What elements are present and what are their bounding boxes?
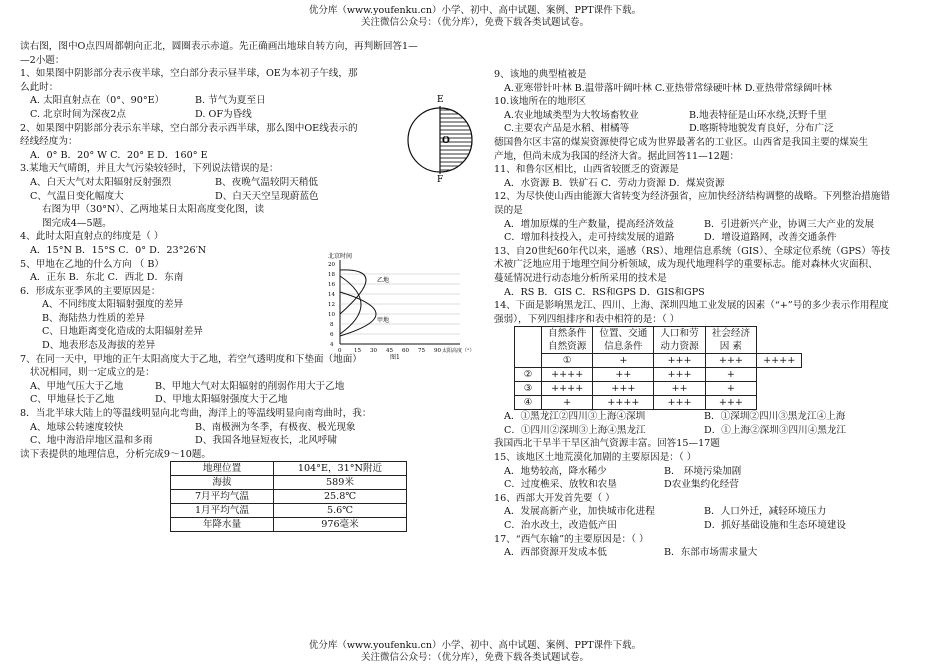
question-7: 7、在同一天中，甲地的正午太阳高度大于乙地，若空气透明度和下垫面（地面）: [20, 353, 362, 365]
options: A．RS B．GIS C．RS和GPS D．GIS和GPS: [504, 286, 705, 298]
cell: 589米: [274, 476, 407, 490]
option: C、日地距离变化造成的太阳辐射差异: [42, 326, 203, 338]
table-row: [515, 396, 802, 410]
sun-height-figure: [322, 248, 475, 361]
option: C．治水改土，改造低产田: [504, 520, 617, 532]
curve-yi: [340, 270, 366, 314]
option: C．增加科技投入，走可持续发展的道路: [504, 232, 675, 244]
cell: ④: [515, 396, 542, 410]
cell: ②: [515, 368, 542, 382]
industry-factors-table: [514, 326, 802, 410]
cell: +++: [654, 354, 705, 368]
option: B、海陆热力性质的差异: [42, 312, 145, 324]
cell: ++: [654, 382, 705, 396]
option: A、白天大气对太阳辐射反射强烈: [30, 176, 172, 188]
footer-line1: 优分库（www.youfenku.cn）小学、初中、高中试题、案例、PPT课件下载。: [308, 640, 642, 651]
header-text: 位置、交通: [599, 328, 648, 340]
option: C. 北京时间为深夜2点: [30, 108, 126, 120]
text: 强弱），下列四组排序和表中相符的是：（ ）: [494, 313, 680, 325]
label-yi: 乙地: [377, 277, 390, 284]
footer-line2: 关注微信公众号：（优分库），免费下载各类试题试卷。: [360, 652, 589, 663]
text: 产地，但尚未成为我国的经济大省。据此回答11—12题：: [494, 150, 740, 162]
header-line2: 关注微信公众号：（优分库），免费下载各类试题试卷。: [360, 17, 589, 28]
x-axis-label: 太阳高度（°）: [442, 348, 475, 354]
header-cell: [593, 327, 654, 354]
question-9: 9、该地的典型植被是: [494, 69, 587, 80]
x-tick: 15: [354, 348, 361, 354]
options: A．正东 B．东北 C．西北 D．东南: [30, 272, 184, 284]
table-row: [515, 354, 802, 368]
header-text: 社会经济: [711, 328, 751, 340]
header-line1: 优分库（www.youfenku.cn）小学、初中、高中试题、案例、PPT课件下载。: [308, 5, 642, 16]
cell: ++++: [593, 396, 654, 410]
option: D、我国各地昼短夜长，北风呼啸: [195, 435, 338, 447]
header-text: 信息条件: [604, 341, 643, 353]
option: C、甲地昼长于乙地: [30, 394, 115, 406]
question-11: 11、和鲁尔区相比，山西省较匮乏的资源是: [494, 164, 679, 176]
option: A、甲地气压大于乙地: [30, 380, 124, 392]
table-row: [171, 462, 407, 476]
option: C．过度樵采、放牧和农垦: [504, 479, 617, 491]
cell: +++: [654, 368, 705, 382]
geo-info-table: [170, 461, 407, 532]
option: A.农业地域类型为大牧场畜牧业: [504, 109, 639, 121]
table-row: [515, 382, 802, 396]
header-cell: [542, 327, 593, 354]
option: A. 太阳直射点在（0°、90°E）: [30, 95, 165, 107]
cell: 地理位置: [171, 462, 274, 476]
text: 么此时：: [20, 81, 59, 93]
text: 状况相同，则一定成立的是：: [30, 367, 155, 379]
option: D农业集约化经营: [664, 479, 739, 491]
options: A．水资源 B．铁矿石 C．劳动力资源 D．煤炭资源: [504, 177, 725, 189]
cell: +++: [705, 354, 756, 368]
question-17: 17、“西气东输”的主要原因是：（ ）: [494, 533, 649, 545]
cell: 海拔: [171, 476, 274, 490]
cell: ++: [593, 368, 654, 382]
cell: ++++: [757, 354, 802, 368]
text: 术被广泛地应用于地理空间分析领域，成为现代地理科学的重要标志。能对森林火灾面积、: [494, 259, 878, 271]
text: 我国西北干旱半干旱区油气资源丰富。回答15—17题: [494, 438, 720, 450]
cell: 7月平均气温: [171, 490, 274, 504]
option: B．东部市场需求量大: [664, 547, 758, 559]
cell: +: [593, 354, 654, 368]
table-header-row: [515, 327, 802, 354]
text: 读右图，图中O点四周都朝向正北，圆圈表示赤道。先正确画出地球自转方向，再判断回答1—: [20, 41, 418, 52]
question-12: 12、为尽快使山西由能源大省转变为经济强省，应加快经济结构调整的战略。下列整治措施错: [494, 191, 890, 203]
table-row: [515, 368, 802, 382]
cell: +: [542, 396, 593, 410]
label-jia: 甲地: [377, 317, 390, 324]
y-tick: 20: [328, 262, 335, 268]
y-tick: 8: [330, 322, 334, 328]
text: 误的是: [494, 204, 523, 216]
question-15: 15、该地区土地荒漠化加剧的主要原因是：（ ）: [494, 452, 697, 464]
question-14: 14、下面是影响黑龙江、四川、上海、深圳四地工业发展的因素（“+”号的多少表示作用程度: [494, 300, 889, 312]
page-header: [0, 5, 950, 29]
options: A．15°N B．15°S C．0° D．23°26′N: [30, 244, 207, 256]
option: D．抓好基础设施和生态环境建设: [704, 520, 847, 532]
label-f: F: [437, 175, 444, 185]
right-column: [494, 68, 939, 560]
equator-circle-figure: [395, 92, 485, 185]
question-5: 5、甲地在乙地的什么方向 （ B）: [20, 258, 164, 270]
y-tick: 12: [328, 302, 335, 308]
label-o: O: [442, 136, 450, 146]
question-6: 6．形成东亚季风的主要原因是：: [20, 285, 161, 297]
x-tick: 0: [338, 348, 342, 354]
option: D、甲地太阳辐射强度大于乙地: [155, 394, 288, 406]
figure-caption: 图1: [390, 354, 400, 361]
x-tick: 30: [370, 348, 377, 354]
option: D、白天天空呈现蔚蓝色: [215, 190, 319, 202]
table-row: [171, 490, 407, 504]
text: 蔓延情况进行动态地分析所采用的技术是: [494, 272, 667, 284]
header-cell: [705, 327, 756, 354]
y-tick: 16: [328, 282, 335, 288]
header-text: 自然资源: [548, 341, 587, 353]
question-8: 8．当北半球大陆上的等温线明显向北弯曲，海洋上的等温线明显向南弯曲时，我：: [20, 408, 372, 420]
table-row: [171, 518, 407, 532]
option: B．引进新兴产业，协调三大产业的发展: [704, 218, 875, 230]
header-cell: [654, 327, 705, 354]
cell: +: [705, 382, 756, 396]
options: A.亚寒带针叶林 B.温带落叶阔叶林 C.亚热带常绿硬叶林 D.亚热带常绿阔叶林: [504, 82, 832, 94]
x-tick: 60: [402, 348, 409, 354]
option: A．增加原煤的生产数量，提高经济效益: [504, 218, 675, 230]
option: B.地表特征是山环水绕,沃野千里: [689, 109, 827, 121]
cell: 25.8℃: [274, 490, 407, 504]
cell: 104°E，31°N附近: [274, 462, 407, 476]
header-text: 自然条件: [548, 328, 587, 340]
option: C．①四川②深圳③上海④黑龙江: [504, 424, 646, 436]
text: —2小题：: [20, 54, 65, 66]
x-tick: 45: [386, 348, 393, 354]
y-tick: 10: [328, 312, 335, 318]
header-text: 动力资源: [660, 341, 699, 353]
option: D. OF为昏线: [195, 108, 252, 120]
option: B. 节气为夏至日: [195, 95, 266, 107]
x-tick: 75: [418, 348, 425, 354]
option: B．人口外迁，减轻环境压力: [704, 506, 827, 518]
option: D．①上海②深圳③四川④黑龙江: [704, 424, 847, 436]
table-row: [171, 476, 407, 490]
option: A、不同纬度太阳辐射强度的差异: [42, 299, 184, 311]
option: B． 环境污染加剧: [664, 465, 742, 477]
cell: ++++: [542, 368, 593, 382]
option: A、地球公转速度较快: [30, 421, 124, 433]
cell: 976毫米: [274, 518, 407, 532]
cell: +++: [593, 382, 654, 396]
cell: 1月平均气温: [171, 504, 274, 518]
cell: 年降水量: [171, 518, 274, 532]
table-row: [171, 504, 407, 518]
question-16: 16、西部大开发首先要（ ）: [494, 492, 615, 504]
y-tick: 4: [330, 342, 334, 348]
options: A．0° B．20° W C．20° E D．160° E: [30, 149, 208, 161]
cell: +: [705, 368, 756, 382]
option: B、南极洲为冬季，有极夜、极光现象: [195, 421, 356, 433]
y-tick: 18: [328, 272, 335, 278]
question-4: 4、此时太阳直射点的纬度是（ ）: [20, 231, 164, 243]
x-tick: 90: [434, 348, 441, 354]
option: C、气温日变化幅度大: [30, 190, 124, 202]
header-text: 人口和劳: [660, 328, 699, 340]
option: A．西部资源开发成本低: [504, 547, 607, 559]
label-e: E: [437, 95, 444, 105]
option: B．①深圳②四川③黑龙江④上海: [704, 411, 846, 423]
question-2: 2、如果图中阴影部分表示东半球，空白部分表示西半球，那么图中OE线表示的: [20, 122, 358, 134]
y-tick: 6: [330, 332, 334, 338]
option: B、夜晚气温较阴天稍低: [215, 176, 318, 188]
y-tick: 14: [328, 292, 335, 298]
cell: ++++: [542, 382, 593, 396]
cell: +++: [654, 396, 705, 410]
question-13: 13、自20世纪60年代以来，遥感（RS）、地理信息系统（GIS）、全球定位系统（GPS）等技: [494, 245, 891, 257]
text: 读下表提供的地理信息，分析完成9～10题。: [20, 448, 211, 460]
y-axis-label: 北京时间: [328, 253, 353, 260]
option: C.主要农产品是水稻、柑橘等: [504, 123, 630, 135]
option: D．增设道路网，改善交通条件: [704, 232, 837, 244]
option: D、地表形态及海拔的差异: [42, 340, 156, 352]
header-text: 因 素: [719, 341, 743, 353]
text: 经线经度为：: [20, 136, 78, 148]
option: A．发展高新产业，加快城市化进程: [504, 506, 655, 518]
option: A．①黑龙江②四川③上海④深圳: [504, 411, 646, 423]
cell: ③: [515, 382, 542, 396]
text: 德国鲁尔区丰富的煤炭资源使得它成为世界最著名的工业区。山西省是我国主要的煤炭生: [494, 136, 869, 148]
option: A．地势较高，降水稀少: [504, 465, 607, 477]
curve-mid: [340, 276, 361, 334]
option: C、地中海沿岸地区温和多雨: [30, 435, 153, 447]
option: D.喀斯特地貌发育良好，分布广泛: [689, 123, 834, 135]
option: B、甲地大气对太阳辐射的削弱作用大于乙地: [155, 380, 345, 392]
question-10: 10.该地所在的地形区: [494, 96, 587, 108]
question-1: 1、如果图中阴影部分表示夜半球，空白部分表示昼半球，OE为本初子午线，那: [20, 68, 358, 80]
cell: [515, 327, 542, 368]
y-ticks: [328, 262, 335, 348]
cell: +++: [705, 396, 756, 410]
question-3: 3.某地天气晴朗，并且大气污染较轻时，下列说法错误的是：: [20, 163, 279, 175]
cell: 5.6℃: [274, 504, 407, 518]
page-footer: [0, 640, 950, 664]
text: 图完成4—5题。: [42, 217, 112, 229]
text: 右图为甲（30°N）、乙两地某日太阳高度变化图，读: [42, 204, 265, 216]
cell: ①: [542, 354, 593, 368]
